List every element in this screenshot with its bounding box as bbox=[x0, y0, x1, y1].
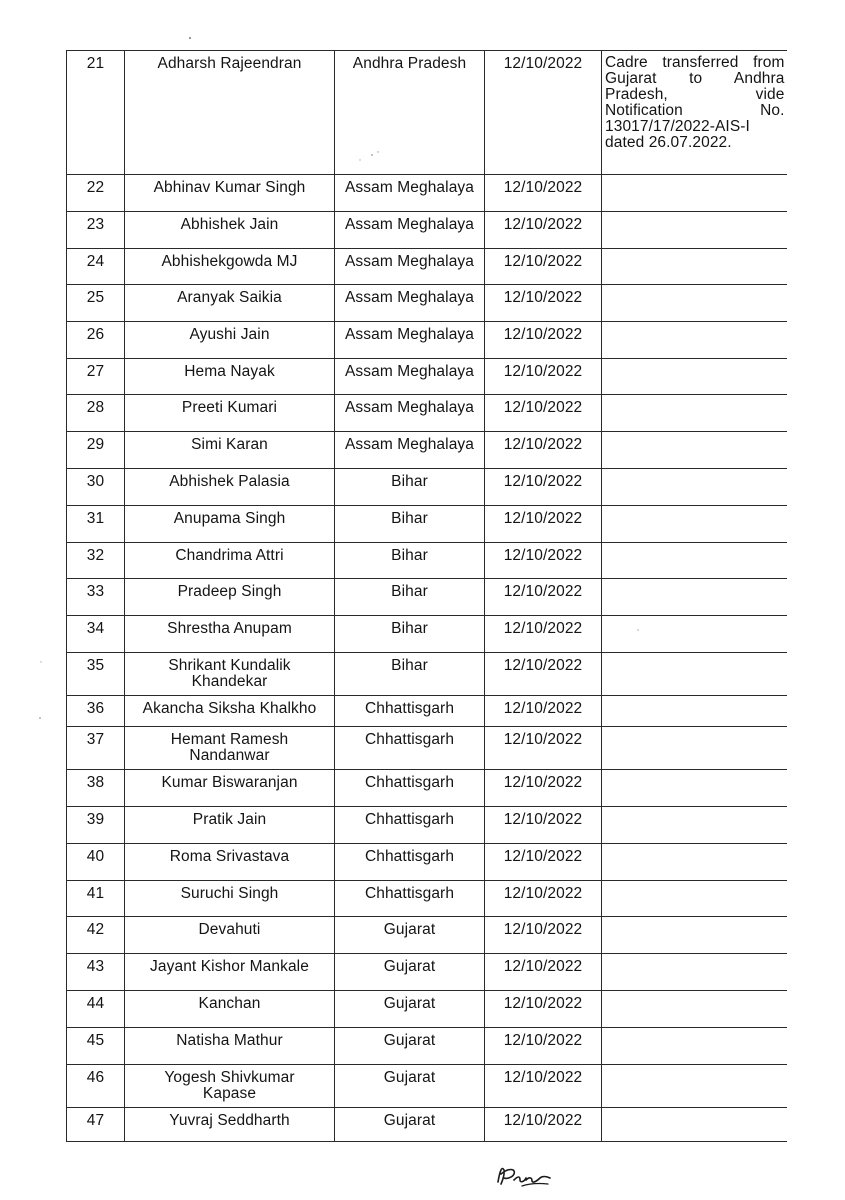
officer-name-cell bbox=[125, 1065, 335, 1108]
allocation-date: 12/10/2022 bbox=[503, 547, 583, 564]
cadre-cell bbox=[335, 432, 485, 469]
serial-number: 39 bbox=[86, 811, 105, 828]
serial-number: 41 bbox=[86, 885, 105, 902]
cadre-allocation-table bbox=[66, 50, 787, 1142]
serial-number-cell bbox=[67, 249, 125, 285]
table-row bbox=[67, 807, 787, 844]
cadre-cell bbox=[335, 395, 485, 432]
officer-name-cell bbox=[125, 543, 335, 579]
date-cell bbox=[485, 881, 602, 917]
serial-number: 38 bbox=[86, 774, 105, 791]
table-row bbox=[67, 175, 787, 212]
remarks-line: Gujarat to Andhra bbox=[605, 70, 785, 87]
remarks-cell bbox=[602, 696, 787, 727]
serial-number: 26 bbox=[86, 326, 105, 343]
serial-number-cell bbox=[67, 770, 125, 807]
date-cell bbox=[485, 844, 602, 881]
allocation-date: 12/10/2022 bbox=[503, 473, 583, 490]
cadre-cell bbox=[335, 212, 485, 249]
date-cell bbox=[485, 212, 602, 249]
cadre-cell bbox=[335, 1028, 485, 1065]
officer-name: Pradeep Singh bbox=[177, 583, 282, 600]
table-row bbox=[67, 1065, 787, 1108]
allocation-date: 12/10/2022 bbox=[503, 958, 583, 975]
date-cell bbox=[485, 653, 602, 696]
date-cell bbox=[485, 51, 602, 175]
officer-name: Abhinav Kumar Singh bbox=[153, 179, 306, 196]
table-body bbox=[67, 51, 787, 1142]
officer-name: Devahuti bbox=[198, 921, 261, 938]
serial-number-cell bbox=[67, 469, 125, 506]
allocation-date: 12/10/2022 bbox=[503, 1069, 583, 1086]
officer-name: Hema Nayak bbox=[184, 363, 275, 380]
cadre-cell bbox=[335, 696, 485, 727]
remarks-cell bbox=[602, 543, 787, 579]
serial-number: 46 bbox=[86, 1069, 105, 1086]
serial-number-cell bbox=[67, 653, 125, 696]
officer-name-cell bbox=[125, 212, 335, 249]
cadre-cell bbox=[335, 1108, 485, 1142]
remarks-line: Notification No. bbox=[605, 102, 785, 119]
cadre-name: Chhattisgarh bbox=[364, 731, 455, 748]
serial-number-cell bbox=[67, 616, 125, 653]
cadre-name: Assam Meghalaya bbox=[344, 253, 474, 270]
cadre-name: Andhra Pradesh bbox=[352, 55, 467, 72]
allocation-date: 12/10/2022 bbox=[503, 363, 583, 380]
cadre-name: Assam Meghalaya bbox=[344, 326, 474, 343]
table-row bbox=[67, 432, 787, 469]
date-cell bbox=[485, 696, 602, 727]
officer-name-cell bbox=[125, 432, 335, 469]
serial-number: 29 bbox=[86, 436, 105, 453]
table-row bbox=[67, 543, 787, 579]
cadre-cell bbox=[335, 579, 485, 616]
cadre-name: Assam Meghalaya bbox=[344, 436, 474, 453]
cadre-name: Gujarat bbox=[383, 1069, 436, 1086]
serial-number: 43 bbox=[86, 958, 105, 975]
serial-number-cell bbox=[67, 917, 125, 954]
table-row bbox=[67, 991, 787, 1028]
allocation-date: 12/10/2022 bbox=[503, 289, 583, 306]
serial-number-cell bbox=[67, 579, 125, 616]
serial-number-cell bbox=[67, 881, 125, 917]
table-row bbox=[67, 917, 787, 954]
cadre-cell bbox=[335, 322, 485, 359]
allocation-date: 12/10/2022 bbox=[503, 179, 583, 196]
cadre-cell bbox=[335, 616, 485, 653]
remarks-cell bbox=[602, 469, 787, 506]
cadre-name: Bihar bbox=[391, 620, 428, 637]
officer-name-cell bbox=[125, 917, 335, 954]
officer-name-cell bbox=[125, 175, 335, 212]
cadre-name: Chhattisgarh bbox=[364, 774, 455, 791]
serial-number-cell bbox=[67, 506, 125, 543]
table-row bbox=[67, 285, 787, 322]
remarks-cell bbox=[602, 359, 787, 395]
officer-name: Abhishek Jain bbox=[180, 216, 279, 233]
cadre-cell bbox=[335, 881, 485, 917]
serial-number-cell bbox=[67, 322, 125, 359]
cadre-cell bbox=[335, 727, 485, 770]
date-cell bbox=[485, 395, 602, 432]
table-row bbox=[67, 844, 787, 881]
officer-name: Pratik Jain bbox=[192, 811, 267, 828]
serial-number-cell bbox=[67, 1108, 125, 1142]
serial-number: 35 bbox=[86, 657, 105, 674]
officer-name: Akancha Siksha Khalkho bbox=[142, 700, 317, 717]
remarks-cell bbox=[602, 322, 787, 359]
officer-name-cell bbox=[125, 1028, 335, 1065]
allocation-date: 12/10/2022 bbox=[503, 1112, 583, 1129]
serial-number: 27 bbox=[86, 363, 105, 380]
table-row bbox=[67, 51, 787, 175]
serial-number: 33 bbox=[86, 583, 105, 600]
allocation-date: 12/10/2022 bbox=[503, 885, 583, 902]
cadre-name: Gujarat bbox=[383, 1112, 436, 1129]
table-row bbox=[67, 249, 787, 285]
allocation-date: 12/10/2022 bbox=[503, 700, 583, 717]
table-row bbox=[67, 212, 787, 249]
table-row bbox=[67, 727, 787, 770]
serial-number: 25 bbox=[86, 289, 105, 306]
remarks-cell bbox=[602, 395, 787, 432]
cadre-name: Assam Meghalaya bbox=[344, 289, 474, 306]
date-cell bbox=[485, 432, 602, 469]
officer-name: Abhishek Palasia bbox=[169, 473, 290, 490]
officer-name: Simi Karan bbox=[191, 436, 268, 453]
serial-number-cell bbox=[67, 1028, 125, 1065]
date-cell bbox=[485, 543, 602, 579]
officer-name-cell bbox=[125, 616, 335, 653]
date-cell bbox=[485, 249, 602, 285]
table-row bbox=[67, 653, 787, 696]
cadre-name: Assam Meghalaya bbox=[344, 216, 474, 233]
serial-number-cell bbox=[67, 954, 125, 991]
officer-name: Chandrima Attri bbox=[175, 547, 284, 564]
cadre-name: Bihar bbox=[391, 510, 428, 527]
cadre-name: Bihar bbox=[391, 657, 428, 674]
table-row bbox=[67, 579, 787, 616]
remarks-cell bbox=[602, 506, 787, 543]
serial-number-cell bbox=[67, 543, 125, 579]
date-cell bbox=[485, 991, 602, 1028]
serial-number: 42 bbox=[86, 921, 105, 938]
remarks-cell bbox=[602, 175, 787, 212]
cadre-name: Assam Meghalaya bbox=[344, 179, 474, 196]
table-row bbox=[67, 616, 787, 653]
allocation-date: 12/10/2022 bbox=[503, 55, 583, 72]
cadre-cell bbox=[335, 359, 485, 395]
allocation-date: 12/10/2022 bbox=[503, 326, 583, 343]
serial-number: 45 bbox=[86, 1032, 105, 1049]
allocation-date: 12/10/2022 bbox=[503, 774, 583, 791]
officer-name-cell bbox=[125, 322, 335, 359]
cadre-cell bbox=[335, 1065, 485, 1108]
remarks-cell bbox=[602, 770, 787, 807]
officer-name-cell bbox=[125, 51, 335, 175]
serial-number-cell bbox=[67, 359, 125, 395]
officer-name-cell bbox=[125, 579, 335, 616]
serial-number-cell bbox=[67, 1065, 125, 1108]
officer-name-cell bbox=[125, 770, 335, 807]
serial-number: 30 bbox=[86, 473, 105, 490]
officer-name: Natisha Mathur bbox=[176, 1032, 283, 1049]
cadre-cell bbox=[335, 770, 485, 807]
allocation-date: 12/10/2022 bbox=[503, 620, 583, 637]
serial-number: 23 bbox=[86, 216, 105, 233]
cadre-cell bbox=[335, 653, 485, 696]
remarks-cell bbox=[602, 285, 787, 322]
cadre-name: Chhattisgarh bbox=[364, 700, 455, 717]
cadre-cell bbox=[335, 844, 485, 881]
date-cell bbox=[485, 807, 602, 844]
table-row bbox=[67, 322, 787, 359]
officer-name: Kanchan bbox=[198, 995, 261, 1012]
serial-number: 47 bbox=[86, 1112, 105, 1129]
date-cell bbox=[485, 1065, 602, 1108]
serial-number-cell bbox=[67, 285, 125, 322]
cadre-cell bbox=[335, 543, 485, 579]
cadre-name: Chhattisgarh bbox=[364, 811, 455, 828]
date-cell bbox=[485, 917, 602, 954]
table-row bbox=[67, 881, 787, 917]
officer-name: Kumar Biswaranjan bbox=[161, 774, 298, 791]
date-cell bbox=[485, 954, 602, 991]
serial-number-cell bbox=[67, 432, 125, 469]
serial-number-cell bbox=[67, 395, 125, 432]
officer-name: Anupama Singh bbox=[173, 510, 286, 527]
remarks-cell bbox=[602, 51, 787, 175]
cadre-name: Bihar bbox=[391, 547, 428, 564]
allocation-date: 12/10/2022 bbox=[503, 995, 583, 1012]
allocation-date: 12/10/2022 bbox=[503, 399, 583, 416]
allocation-date: 12/10/2022 bbox=[503, 731, 583, 748]
date-cell bbox=[485, 285, 602, 322]
officer-name-cell bbox=[125, 469, 335, 506]
remarks-cell bbox=[602, 616, 787, 653]
officer-name-cell bbox=[125, 506, 335, 543]
allocation-date: 12/10/2022 bbox=[503, 510, 583, 527]
officer-name-cell bbox=[125, 359, 335, 395]
remarks-cell bbox=[602, 954, 787, 991]
officer-name-cell bbox=[125, 807, 335, 844]
officer-name: Hemant Ramesh Nandanwar bbox=[170, 731, 289, 764]
cadre-cell bbox=[335, 506, 485, 543]
officer-name-cell bbox=[125, 844, 335, 881]
serial-number: 40 bbox=[86, 848, 105, 865]
date-cell bbox=[485, 770, 602, 807]
cadre-cell bbox=[335, 469, 485, 506]
remarks-cell bbox=[602, 1108, 787, 1142]
date-cell bbox=[485, 616, 602, 653]
officer-name-cell bbox=[125, 653, 335, 696]
allocation-date: 12/10/2022 bbox=[503, 583, 583, 600]
officer-name: Aranyak Saikia bbox=[177, 289, 282, 306]
remarks-line: dated 26.07.2022. bbox=[605, 134, 732, 151]
serial-number: 34 bbox=[86, 620, 105, 637]
remarks-cell bbox=[602, 653, 787, 696]
serial-number-cell bbox=[67, 844, 125, 881]
officer-name-cell bbox=[125, 954, 335, 991]
serial-number: 37 bbox=[86, 731, 105, 748]
table-row bbox=[67, 1028, 787, 1065]
officer-name: Roma Srivastava bbox=[169, 848, 290, 865]
serial-number: 28 bbox=[86, 399, 105, 416]
cadre-name: Bihar bbox=[391, 473, 428, 490]
remarks-line: Pradesh, vide bbox=[605, 86, 785, 103]
cadre-name: Bihar bbox=[391, 583, 428, 600]
table-row bbox=[67, 395, 787, 432]
cadre-cell bbox=[335, 917, 485, 954]
officer-name-cell bbox=[125, 1108, 335, 1142]
officer-name: Adharsh Rajeendran bbox=[157, 55, 302, 72]
serial-number-cell bbox=[67, 807, 125, 844]
allocation-date: 12/10/2022 bbox=[503, 1032, 583, 1049]
date-cell bbox=[485, 579, 602, 616]
cadre-cell bbox=[335, 249, 485, 285]
date-cell bbox=[485, 506, 602, 543]
officer-name-cell bbox=[125, 727, 335, 770]
table-row bbox=[67, 359, 787, 395]
serial-number: 44 bbox=[86, 995, 105, 1012]
allocation-date: 12/10/2022 bbox=[503, 848, 583, 865]
serial-number-cell bbox=[67, 51, 125, 175]
allocation-date: 12/10/2022 bbox=[503, 921, 583, 938]
signature-icon bbox=[492, 1162, 556, 1190]
serial-number: 24 bbox=[86, 253, 105, 270]
allocation-date: 12/10/2022 bbox=[503, 657, 583, 674]
date-cell bbox=[485, 1108, 602, 1142]
cadre-cell bbox=[335, 807, 485, 844]
cadre-cell bbox=[335, 285, 485, 322]
remarks-cell bbox=[602, 1065, 787, 1108]
cadre-name: Assam Meghalaya bbox=[344, 399, 474, 416]
officer-name-cell bbox=[125, 249, 335, 285]
cadre-name: Chhattisgarh bbox=[364, 848, 455, 865]
remarks-line: Cadre transferred from bbox=[605, 54, 785, 71]
cadre-name: Gujarat bbox=[383, 958, 436, 975]
remarks-cell bbox=[602, 212, 787, 249]
remarks-cell bbox=[602, 807, 787, 844]
cadre-name: Gujarat bbox=[383, 921, 436, 938]
officer-name: Abhishekgowda MJ bbox=[161, 253, 298, 270]
allocation-date: 12/10/2022 bbox=[503, 811, 583, 828]
officer-name-cell bbox=[125, 395, 335, 432]
officer-name: Shrikant Kundalik Khandekar bbox=[168, 657, 291, 690]
cadre-cell bbox=[335, 51, 485, 175]
date-cell bbox=[485, 322, 602, 359]
serial-number: 22 bbox=[86, 179, 105, 196]
cadre-name: Assam Meghalaya bbox=[344, 363, 474, 380]
allocation-date: 12/10/2022 bbox=[503, 253, 583, 270]
cadre-name: Chhattisgarh bbox=[364, 885, 455, 902]
serial-number-cell bbox=[67, 175, 125, 212]
cadre-name: Gujarat bbox=[383, 1032, 436, 1049]
table-row bbox=[67, 506, 787, 543]
officer-name: Preeti Kumari bbox=[181, 399, 278, 416]
table-row bbox=[67, 469, 787, 506]
remarks-cell bbox=[602, 1028, 787, 1065]
cadre-cell bbox=[335, 991, 485, 1028]
serial-number: 21 bbox=[86, 55, 105, 72]
date-cell bbox=[485, 1028, 602, 1065]
cadre-name: Gujarat bbox=[383, 995, 436, 1012]
officer-name: Shrestha Anupam bbox=[167, 620, 292, 637]
allocation-date: 12/10/2022 bbox=[503, 216, 583, 233]
remarks-cell bbox=[602, 881, 787, 917]
table-row bbox=[67, 696, 787, 727]
serial-number-cell bbox=[67, 727, 125, 770]
date-cell bbox=[485, 175, 602, 212]
date-cell bbox=[485, 469, 602, 506]
serial-number: 32 bbox=[86, 547, 105, 564]
officer-name: Ayushi Jain bbox=[189, 326, 270, 343]
officer-name: Yogesh Shivkumar Kapase bbox=[164, 1069, 295, 1102]
table-row bbox=[67, 1108, 787, 1142]
serial-number: 36 bbox=[86, 700, 105, 717]
serial-number-cell bbox=[67, 212, 125, 249]
serial-number-cell bbox=[67, 991, 125, 1028]
serial-number: 31 bbox=[86, 510, 105, 527]
officer-name: Yuvraj Seddharth bbox=[169, 1112, 290, 1129]
remarks-cell bbox=[602, 727, 787, 770]
serial-number-cell bbox=[67, 696, 125, 727]
allocation-date: 12/10/2022 bbox=[503, 436, 583, 453]
officer-name-cell bbox=[125, 285, 335, 322]
remarks-cell bbox=[602, 991, 787, 1028]
remarks-cell bbox=[602, 249, 787, 285]
cadre-cell bbox=[335, 954, 485, 991]
officer-name: Suruchi Singh bbox=[180, 885, 279, 902]
officer-name: Jayant Kishor Mankale bbox=[150, 958, 309, 975]
date-cell bbox=[485, 359, 602, 395]
date-cell bbox=[485, 727, 602, 770]
remarks-cell bbox=[602, 579, 787, 616]
officer-name-cell bbox=[125, 696, 335, 727]
officer-name-cell bbox=[125, 881, 335, 917]
remarks-cell bbox=[602, 432, 787, 469]
remarks-cell bbox=[602, 844, 787, 881]
remarks-cell bbox=[602, 917, 787, 954]
table-row bbox=[67, 954, 787, 991]
table-row bbox=[67, 770, 787, 807]
cadre-cell bbox=[335, 175, 485, 212]
officer-name-cell bbox=[125, 991, 335, 1028]
remarks-line: 13017/17/2022-AIS-I bbox=[605, 118, 750, 135]
